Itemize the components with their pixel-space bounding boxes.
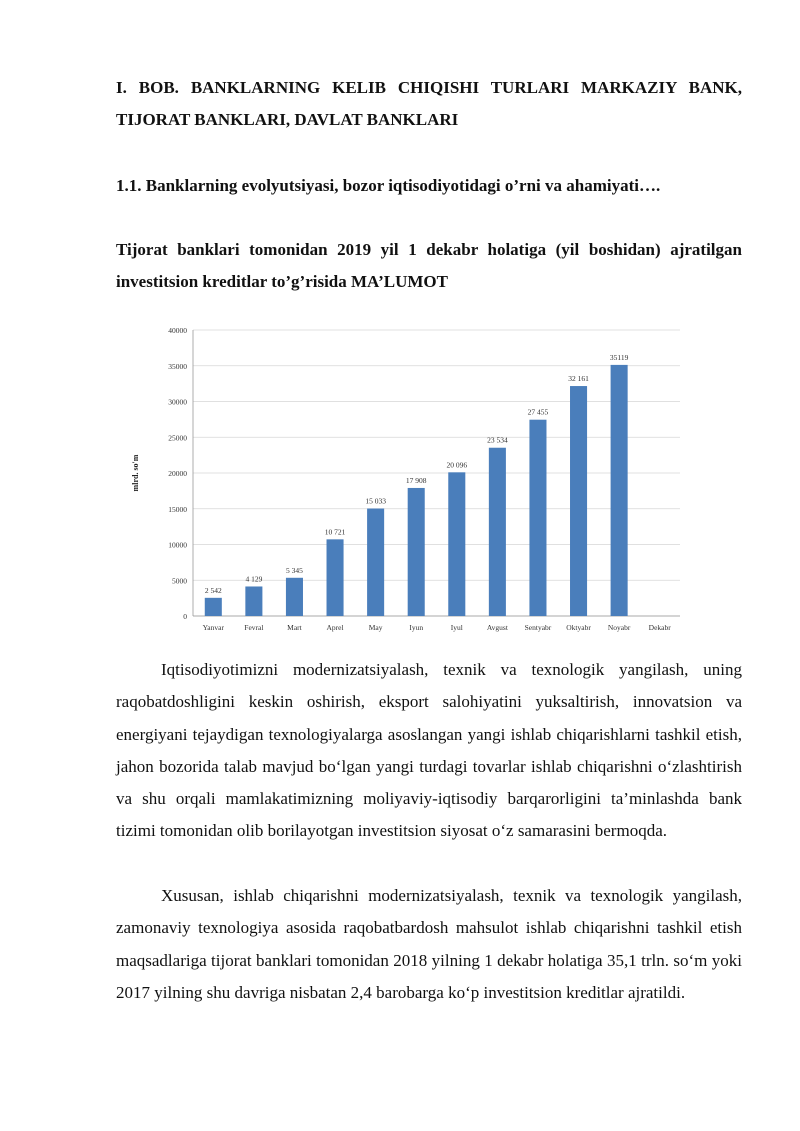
x-tick-label: Aprel: [326, 623, 344, 632]
y-tick-label: 5000: [172, 576, 187, 586]
x-tick-label: Iyun: [409, 623, 424, 632]
chapter-heading: I. BOB. BANKLARNING KELIB CHIQISHI TURLARI MARKAZIY BANK, TIJORAT BANKLARI, DAVLAT BANKLARI: [116, 78, 742, 129]
data-label: 5 345: [286, 565, 303, 575]
bar: [570, 386, 587, 616]
bar: [286, 578, 303, 616]
y-axis-label: mlrd. so'm: [131, 454, 140, 492]
y-tick-label: 15000: [168, 504, 187, 514]
y-tick-label: 30000: [168, 397, 187, 407]
bar: [245, 586, 262, 616]
x-tick-label: Fevral: [244, 623, 264, 632]
x-tick-label: Iyul: [450, 623, 463, 632]
bar: [205, 598, 222, 616]
y-tick-label: 40000: [168, 326, 187, 335]
x-tick-label: Yanvar: [202, 623, 224, 632]
x-tick-label: Oktyabr: [566, 623, 591, 632]
bar: [489, 448, 506, 616]
data-label: 2 542: [204, 585, 222, 595]
x-tick-label: Avgust: [486, 623, 508, 632]
x-tick-label: May: [368, 623, 383, 632]
data-label: 15 033: [365, 496, 386, 506]
bar: [408, 488, 425, 616]
y-tick-label: 25000: [168, 433, 187, 443]
section-heading: 1.1. Banklarning evolyutsiyasi, bozor iqtisodiyotidagi o’rni va ahamiyati….: [116, 176, 661, 195]
data-label: 27 455: [527, 407, 549, 417]
data-label: 17 908: [405, 475, 427, 485]
x-tick-label: Noyabr: [607, 623, 631, 632]
bar: [611, 365, 628, 616]
data-label: 10 721: [324, 527, 346, 537]
investment-credit-bar-chart: [128, 318, 688, 638]
bar: [327, 539, 344, 616]
bar: [448, 472, 465, 616]
y-tick-label: 0: [183, 612, 187, 621]
y-tick-label: 35000: [168, 361, 187, 371]
x-tick-label: Sentyabr: [524, 623, 552, 632]
data-label: 35119: [609, 352, 629, 362]
data-label: 23 534: [487, 435, 508, 445]
bar: [529, 420, 546, 616]
y-tick-label: 20000: [168, 469, 187, 478]
data-label: 32 161: [568, 374, 589, 384]
data-label: 20 096: [446, 460, 468, 470]
chart-caption: Tijorat banklari tomonidan 2019 yil 1 dekabr holatiga (yil boshidan) ajratilgan investitsion kreditlar to’g’risida MA’LUMOT: [116, 240, 742, 291]
x-tick-label: Dekabr: [648, 623, 671, 632]
paragraph-2: Xususan, ishlab chiqarishni modernizatsiyalash, texnik va texnologik yangilash, zamonaviy texnologiya asosida raqobatbardosh mahsulot ishlab chiqarishni tashkil etish maqsadlariga tijorat banklari tomonidan 2018 yilning 1 dekabr holatiga 35,1 trln. so‘m yoki 2017 yilning shu davriga nisbatan 2,4 barobarga ko‘p investitsion kreditlar ajratildi.: [116, 886, 742, 1002]
bar: [367, 509, 384, 616]
data-label: 4 129: [245, 574, 263, 584]
y-tick-label: 10000: [168, 540, 187, 550]
paragraph-1: Iqtisodiyotimizni modernizatsiyalash, texnik va texnologik yangilash, uning raqobatdoshligini keskin oshirish, eksport salohiyatini yuksaltirish, innovatsion va energiyani tejaydigan texnologiyalarga asoslangan yangi ishlab chiqarishlarni tashkil etish, jahon bozorida talab mavjud bo‘lgan yangi turdagi tovarlar ishlab chiqarishni o‘zlashtirish va shu orqali mamlakatimizning moliyaviy-iqtisodiy barqarorligini ta’minlashda bank tizimi tomonidan olib borilayotgan investitsion siyosat o‘z samarasini bermoqda.: [116, 660, 742, 841]
x-tick-label: Mart: [287, 623, 302, 632]
